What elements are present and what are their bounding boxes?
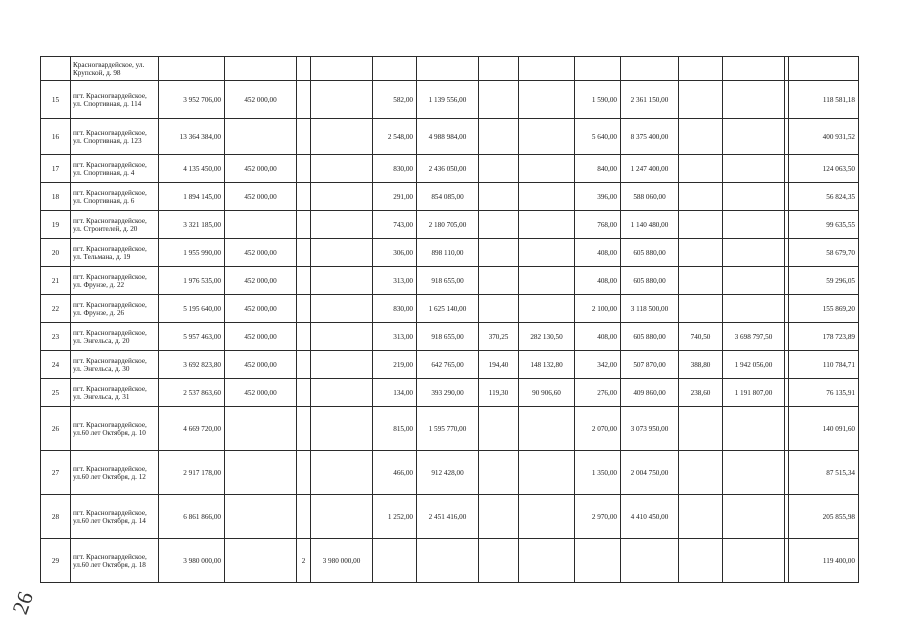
address-cell: пгт. Красногвардейское, ул.60 лет Октября, д. 18 <box>71 539 159 583</box>
value-cell-c8 <box>519 155 575 183</box>
value-cell-c8 <box>519 539 575 583</box>
value-cell-c9: 1 350,00 <box>575 451 621 495</box>
value-cell-c2: 452 000,00 <box>225 351 297 379</box>
value-cell-c8 <box>519 211 575 239</box>
value-cell-c10: 2 361 150,00 <box>621 81 679 119</box>
value-cell-c14: 118 581,18 <box>789 81 859 119</box>
value-cell-c1: 6 861 866,00 <box>159 495 225 539</box>
row-number-cell: 21 <box>41 267 71 295</box>
value-cell-c3 <box>297 155 311 183</box>
value-cell-c1: 1 976 535,00 <box>159 267 225 295</box>
value-cell-c14: 140 091,60 <box>789 407 859 451</box>
value-cell-c4 <box>311 183 373 211</box>
value-cell-c2 <box>225 57 297 81</box>
value-cell-c2 <box>225 119 297 155</box>
value-cell-c11 <box>679 451 723 495</box>
address-cell: пгт. Красногвардейское, ул. Спортивная, д. 6 <box>71 183 159 211</box>
row-number-cell: 19 <box>41 211 71 239</box>
value-cell-c5: 219,00 <box>373 351 417 379</box>
value-cell-c9: 2 070,00 <box>575 407 621 451</box>
value-cell-c14: 178 723,89 <box>789 323 859 351</box>
value-cell-c7 <box>479 495 519 539</box>
value-cell-c10: 8 375 400,00 <box>621 119 679 155</box>
row-number-cell: 28 <box>41 495 71 539</box>
value-cell-c1: 4 669 720,00 <box>159 407 225 451</box>
value-cell-c9 <box>575 539 621 583</box>
value-cell-c14: 110 784,71 <box>789 351 859 379</box>
value-cell-c10: 507 870,00 <box>621 351 679 379</box>
value-cell-c8 <box>519 57 575 81</box>
value-cell-c3 <box>297 239 311 267</box>
value-cell-c1: 2 917 178,00 <box>159 451 225 495</box>
value-cell-c2: 452 000,00 <box>225 239 297 267</box>
table-row <box>41 539 859 583</box>
value-cell-c6: 1 139 556,00 <box>417 81 479 119</box>
value-cell-c3 <box>297 451 311 495</box>
value-cell-c9: 5 640,00 <box>575 119 621 155</box>
value-cell-c8 <box>519 407 575 451</box>
value-cell-c8 <box>519 119 575 155</box>
table-row <box>41 267 859 295</box>
value-cell-c3 <box>297 183 311 211</box>
handwritten-page-number: 26 <box>7 588 39 618</box>
table-row <box>41 295 859 323</box>
value-cell-c11 <box>679 211 723 239</box>
value-cell-c14 <box>789 57 859 81</box>
value-cell-c11 <box>679 295 723 323</box>
value-cell-c10: 1 140 480,00 <box>621 211 679 239</box>
table-row <box>41 323 859 351</box>
value-cell-c10: 1 247 400,00 <box>621 155 679 183</box>
value-cell-c6: 918 655,00 <box>417 323 479 351</box>
row-number-cell: 20 <box>41 239 71 267</box>
value-cell-c1: 5 957 463,00 <box>159 323 225 351</box>
value-cell-c7 <box>479 155 519 183</box>
value-cell-c7 <box>479 239 519 267</box>
value-cell-c1: 1 955 990,00 <box>159 239 225 267</box>
value-cell-c3 <box>297 379 311 407</box>
value-cell-c5: 291,00 <box>373 183 417 211</box>
value-cell-c6: 2 451 416,00 <box>417 495 479 539</box>
value-cell-c1: 3 952 706,00 <box>159 81 225 119</box>
value-cell-c5: 830,00 <box>373 295 417 323</box>
value-cell-c12 <box>723 295 785 323</box>
value-cell-c12 <box>723 407 785 451</box>
value-cell-c5: 306,00 <box>373 239 417 267</box>
value-cell-c7: 194,40 <box>479 351 519 379</box>
table-row <box>41 155 859 183</box>
table-row <box>41 81 859 119</box>
row-number-cell: 24 <box>41 351 71 379</box>
value-cell-c14: 155 869,20 <box>789 295 859 323</box>
value-cell-c9: 1 590,00 <box>575 81 621 119</box>
address-cell: пгт. Красногвардейское, ул.60 лет Октября, д. 14 <box>71 495 159 539</box>
value-cell-c7 <box>479 267 519 295</box>
value-cell-c7 <box>479 57 519 81</box>
value-cell-c5: 134,00 <box>373 379 417 407</box>
address-cell: Красногвардейское, ул. Крупской, д. 98 <box>71 57 159 81</box>
value-cell-c10: 605 880,00 <box>621 323 679 351</box>
value-cell-c12 <box>723 81 785 119</box>
address-cell: пгт. Красногвардейское, ул. Фрунзе, д. 22 <box>71 267 159 295</box>
value-cell-c14: 59 296,05 <box>789 267 859 295</box>
value-cell-c7 <box>479 183 519 211</box>
value-cell-c1: 13 364 384,00 <box>159 119 225 155</box>
value-cell-c4 <box>311 295 373 323</box>
address-cell: пгт. Красногвардейское, ул. Энгельса, д. 30 <box>71 351 159 379</box>
table-row <box>41 407 859 451</box>
value-cell-c10: 3 073 950,00 <box>621 407 679 451</box>
value-cell-c7 <box>479 81 519 119</box>
value-cell-c8 <box>519 81 575 119</box>
value-cell-c12: 1 191 807,00 <box>723 379 785 407</box>
value-cell-c4 <box>311 323 373 351</box>
value-cell-c4 <box>311 57 373 81</box>
value-cell-c3 <box>297 295 311 323</box>
value-cell-c9: 840,00 <box>575 155 621 183</box>
value-cell-c2: 452 000,00 <box>225 295 297 323</box>
row-number-cell: 16 <box>41 119 71 155</box>
value-cell-c12: 1 942 056,00 <box>723 351 785 379</box>
value-cell-c2: 452 000,00 <box>225 81 297 119</box>
table-row <box>41 239 859 267</box>
address-cell: пгт. Красногвардейское, ул. Энгельса, д. 20 <box>71 323 159 351</box>
value-cell-c9: 408,00 <box>575 267 621 295</box>
value-cell-c6: 2 436 050,00 <box>417 155 479 183</box>
value-cell-c10: 2 004 750,00 <box>621 451 679 495</box>
value-cell-c2: 452 000,00 <box>225 183 297 211</box>
value-cell-c10: 605 880,00 <box>621 239 679 267</box>
value-cell-c1: 3 692 823,80 <box>159 351 225 379</box>
value-cell-c12 <box>723 57 785 81</box>
value-cell-c8 <box>519 183 575 211</box>
value-cell-c2: 452 000,00 <box>225 379 297 407</box>
value-cell-c1: 4 135 450,00 <box>159 155 225 183</box>
value-cell-c9: 2 100,00 <box>575 295 621 323</box>
address-cell: пгт. Красногвардейское, ул. Спортивная, д. 114 <box>71 81 159 119</box>
address-cell: пгт. Красногвардейское, ул. Фрунзе, д. 26 <box>71 295 159 323</box>
value-cell-c7 <box>479 295 519 323</box>
value-cell-c3 <box>297 351 311 379</box>
value-cell-c14: 56 824,35 <box>789 183 859 211</box>
value-cell-c14: 87 515,34 <box>789 451 859 495</box>
value-cell-c2 <box>225 495 297 539</box>
row-number-cell: 29 <box>41 539 71 583</box>
value-cell-c2 <box>225 539 297 583</box>
table-row <box>41 495 859 539</box>
value-cell-c11 <box>679 183 723 211</box>
value-cell-c3 <box>297 495 311 539</box>
table-row <box>41 351 859 379</box>
value-cell-c4 <box>311 407 373 451</box>
value-cell-c4 <box>311 155 373 183</box>
value-cell-c11: 388,80 <box>679 351 723 379</box>
value-cell-c10: 409 860,00 <box>621 379 679 407</box>
value-cell-c14: 99 635,55 <box>789 211 859 239</box>
value-cell-c9: 2 970,00 <box>575 495 621 539</box>
value-cell-c4 <box>311 81 373 119</box>
row-number-cell: 23 <box>41 323 71 351</box>
row-number-cell <box>41 57 71 81</box>
value-cell-c4 <box>311 239 373 267</box>
value-cell-c3 <box>297 407 311 451</box>
value-cell-c7 <box>479 539 519 583</box>
value-cell-c9: 396,00 <box>575 183 621 211</box>
value-cell-c2 <box>225 211 297 239</box>
housing-repair-table <box>40 56 859 583</box>
value-cell-c4 <box>311 451 373 495</box>
value-cell-c12 <box>723 155 785 183</box>
value-cell-c5: 1 252,00 <box>373 495 417 539</box>
value-cell-c6: 918 655,00 <box>417 267 479 295</box>
value-cell-c11: 740,50 <box>679 323 723 351</box>
value-cell-c11 <box>679 81 723 119</box>
value-cell-c1: 2 537 863,60 <box>159 379 225 407</box>
value-cell-c5: 313,00 <box>373 267 417 295</box>
value-cell-c8 <box>519 451 575 495</box>
value-cell-c5 <box>373 539 417 583</box>
value-cell-c9: 408,00 <box>575 323 621 351</box>
value-cell-c8: 148 132,80 <box>519 351 575 379</box>
address-cell: пгт. Красногвардейское, ул. Спортивная, д. 123 <box>71 119 159 155</box>
value-cell-c11 <box>679 495 723 539</box>
address-cell: пгт. Красногвардейское, ул. Строителей, д. 20 <box>71 211 159 239</box>
address-cell: пгт. Красногвардейское, ул.60 лет Октября, д. 12 <box>71 451 159 495</box>
value-cell-c14: 58 679,70 <box>789 239 859 267</box>
value-cell-c6: 393 290,00 <box>417 379 479 407</box>
value-cell-c4 <box>311 379 373 407</box>
value-cell-c12 <box>723 267 785 295</box>
value-cell-c12 <box>723 451 785 495</box>
value-cell-c12 <box>723 211 785 239</box>
value-cell-c5: 830,00 <box>373 155 417 183</box>
table-row <box>41 119 859 155</box>
address-cell: пгт. Красногвардейское, ул. Тельмана, д. 19 <box>71 239 159 267</box>
value-cell-c3 <box>297 81 311 119</box>
value-cell-c3 <box>297 119 311 155</box>
value-cell-c9: 408,00 <box>575 239 621 267</box>
value-cell-c4 <box>311 495 373 539</box>
value-cell-c14: 76 135,91 <box>789 379 859 407</box>
value-cell-c11: 238,60 <box>679 379 723 407</box>
value-cell-c14: 205 855,98 <box>789 495 859 539</box>
value-cell-c4 <box>311 267 373 295</box>
value-cell-c11 <box>679 407 723 451</box>
row-number-cell: 15 <box>41 81 71 119</box>
value-cell-c1: 1 894 145,00 <box>159 183 225 211</box>
value-cell-c2: 452 000,00 <box>225 155 297 183</box>
value-cell-c9: 276,00 <box>575 379 621 407</box>
value-cell-c8 <box>519 267 575 295</box>
value-cell-c12 <box>723 119 785 155</box>
row-number-cell: 22 <box>41 295 71 323</box>
value-cell-c5: 313,00 <box>373 323 417 351</box>
value-cell-c7 <box>479 119 519 155</box>
value-cell-c7: 119,30 <box>479 379 519 407</box>
value-cell-c3 <box>297 211 311 239</box>
value-cell-c6: 898 110,00 <box>417 239 479 267</box>
value-cell-c6: 854 085,00 <box>417 183 479 211</box>
value-cell-c5: 743,00 <box>373 211 417 239</box>
value-cell-c12: 3 698 797,50 <box>723 323 785 351</box>
value-cell-c3 <box>297 267 311 295</box>
row-number-cell: 25 <box>41 379 71 407</box>
value-cell-c6 <box>417 57 479 81</box>
row-number-cell: 18 <box>41 183 71 211</box>
value-cell-c8 <box>519 239 575 267</box>
value-cell-c1: 3 980 000,00 <box>159 539 225 583</box>
value-cell-c14: 400 931,52 <box>789 119 859 155</box>
value-cell-c1 <box>159 57 225 81</box>
value-cell-c6: 1 625 140,00 <box>417 295 479 323</box>
value-cell-c10: 4 410 450,00 <box>621 495 679 539</box>
value-cell-c6: 642 765,00 <box>417 351 479 379</box>
value-cell-c8: 90 906,60 <box>519 379 575 407</box>
value-cell-c4 <box>311 211 373 239</box>
value-cell-c9: 342,00 <box>575 351 621 379</box>
value-cell-c2 <box>225 407 297 451</box>
value-cell-c10 <box>621 539 679 583</box>
value-cell-c4: 3 980 000,00 <box>311 539 373 583</box>
table-row <box>41 451 859 495</box>
value-cell-c10: 605 880,00 <box>621 267 679 295</box>
value-cell-c1: 3 321 185,00 <box>159 211 225 239</box>
value-cell-c5 <box>373 57 417 81</box>
value-cell-c11 <box>679 119 723 155</box>
value-cell-c12 <box>723 239 785 267</box>
value-cell-c5: 815,00 <box>373 407 417 451</box>
value-cell-c12 <box>723 539 785 583</box>
value-cell-c11 <box>679 267 723 295</box>
value-cell-c7: 370,25 <box>479 323 519 351</box>
value-cell-c11 <box>679 239 723 267</box>
value-cell-c14: 119 400,00 <box>789 539 859 583</box>
value-cell-c12 <box>723 183 785 211</box>
value-cell-c2: 452 000,00 <box>225 267 297 295</box>
value-cell-c12 <box>723 495 785 539</box>
value-cell-c6: 912 428,00 <box>417 451 479 495</box>
value-cell-c4 <box>311 351 373 379</box>
value-cell-c8 <box>519 495 575 539</box>
row-number-cell: 26 <box>41 407 71 451</box>
value-cell-c2: 452 000,00 <box>225 323 297 351</box>
value-cell-c6 <box>417 539 479 583</box>
value-cell-c6: 2 180 705,00 <box>417 211 479 239</box>
value-cell-c5: 466,00 <box>373 451 417 495</box>
address-cell: пгт. Красногвардейское, ул. Спортивная, д. 4 <box>71 155 159 183</box>
value-cell-c9: 768,00 <box>575 211 621 239</box>
value-cell-c4 <box>311 119 373 155</box>
row-number-cell: 27 <box>41 451 71 495</box>
value-cell-c7 <box>479 407 519 451</box>
value-cell-c11 <box>679 57 723 81</box>
table-row <box>41 183 859 211</box>
value-cell-c8: 282 130,50 <box>519 323 575 351</box>
table-row <box>41 57 859 81</box>
value-cell-c3 <box>297 323 311 351</box>
value-cell-c9 <box>575 57 621 81</box>
value-cell-c11 <box>679 155 723 183</box>
table-row <box>41 211 859 239</box>
address-cell: пгт. Красногвардейское, ул.60 лет Октября, д. 10 <box>71 407 159 451</box>
value-cell-c7 <box>479 451 519 495</box>
row-number-cell: 17 <box>41 155 71 183</box>
value-cell-c1: 5 195 640,00 <box>159 295 225 323</box>
value-cell-c6: 4 988 984,00 <box>417 119 479 155</box>
table-row <box>41 379 859 407</box>
value-cell-c10 <box>621 57 679 81</box>
value-cell-c10: 3 118 500,00 <box>621 295 679 323</box>
value-cell-c5: 582,00 <box>373 81 417 119</box>
value-cell-c14: 124 063,50 <box>789 155 859 183</box>
value-cell-c7 <box>479 211 519 239</box>
value-cell-c8 <box>519 295 575 323</box>
address-cell: пгт. Красногвардейское, ул. Энгельса, д. 31 <box>71 379 159 407</box>
value-cell-c2 <box>225 451 297 495</box>
value-cell-c5: 2 548,00 <box>373 119 417 155</box>
value-cell-c11 <box>679 539 723 583</box>
value-cell-c3: 2 <box>297 539 311 583</box>
value-cell-c10: 588 060,00 <box>621 183 679 211</box>
value-cell-c3 <box>297 57 311 81</box>
value-cell-c6: 1 595 770,00 <box>417 407 479 451</box>
